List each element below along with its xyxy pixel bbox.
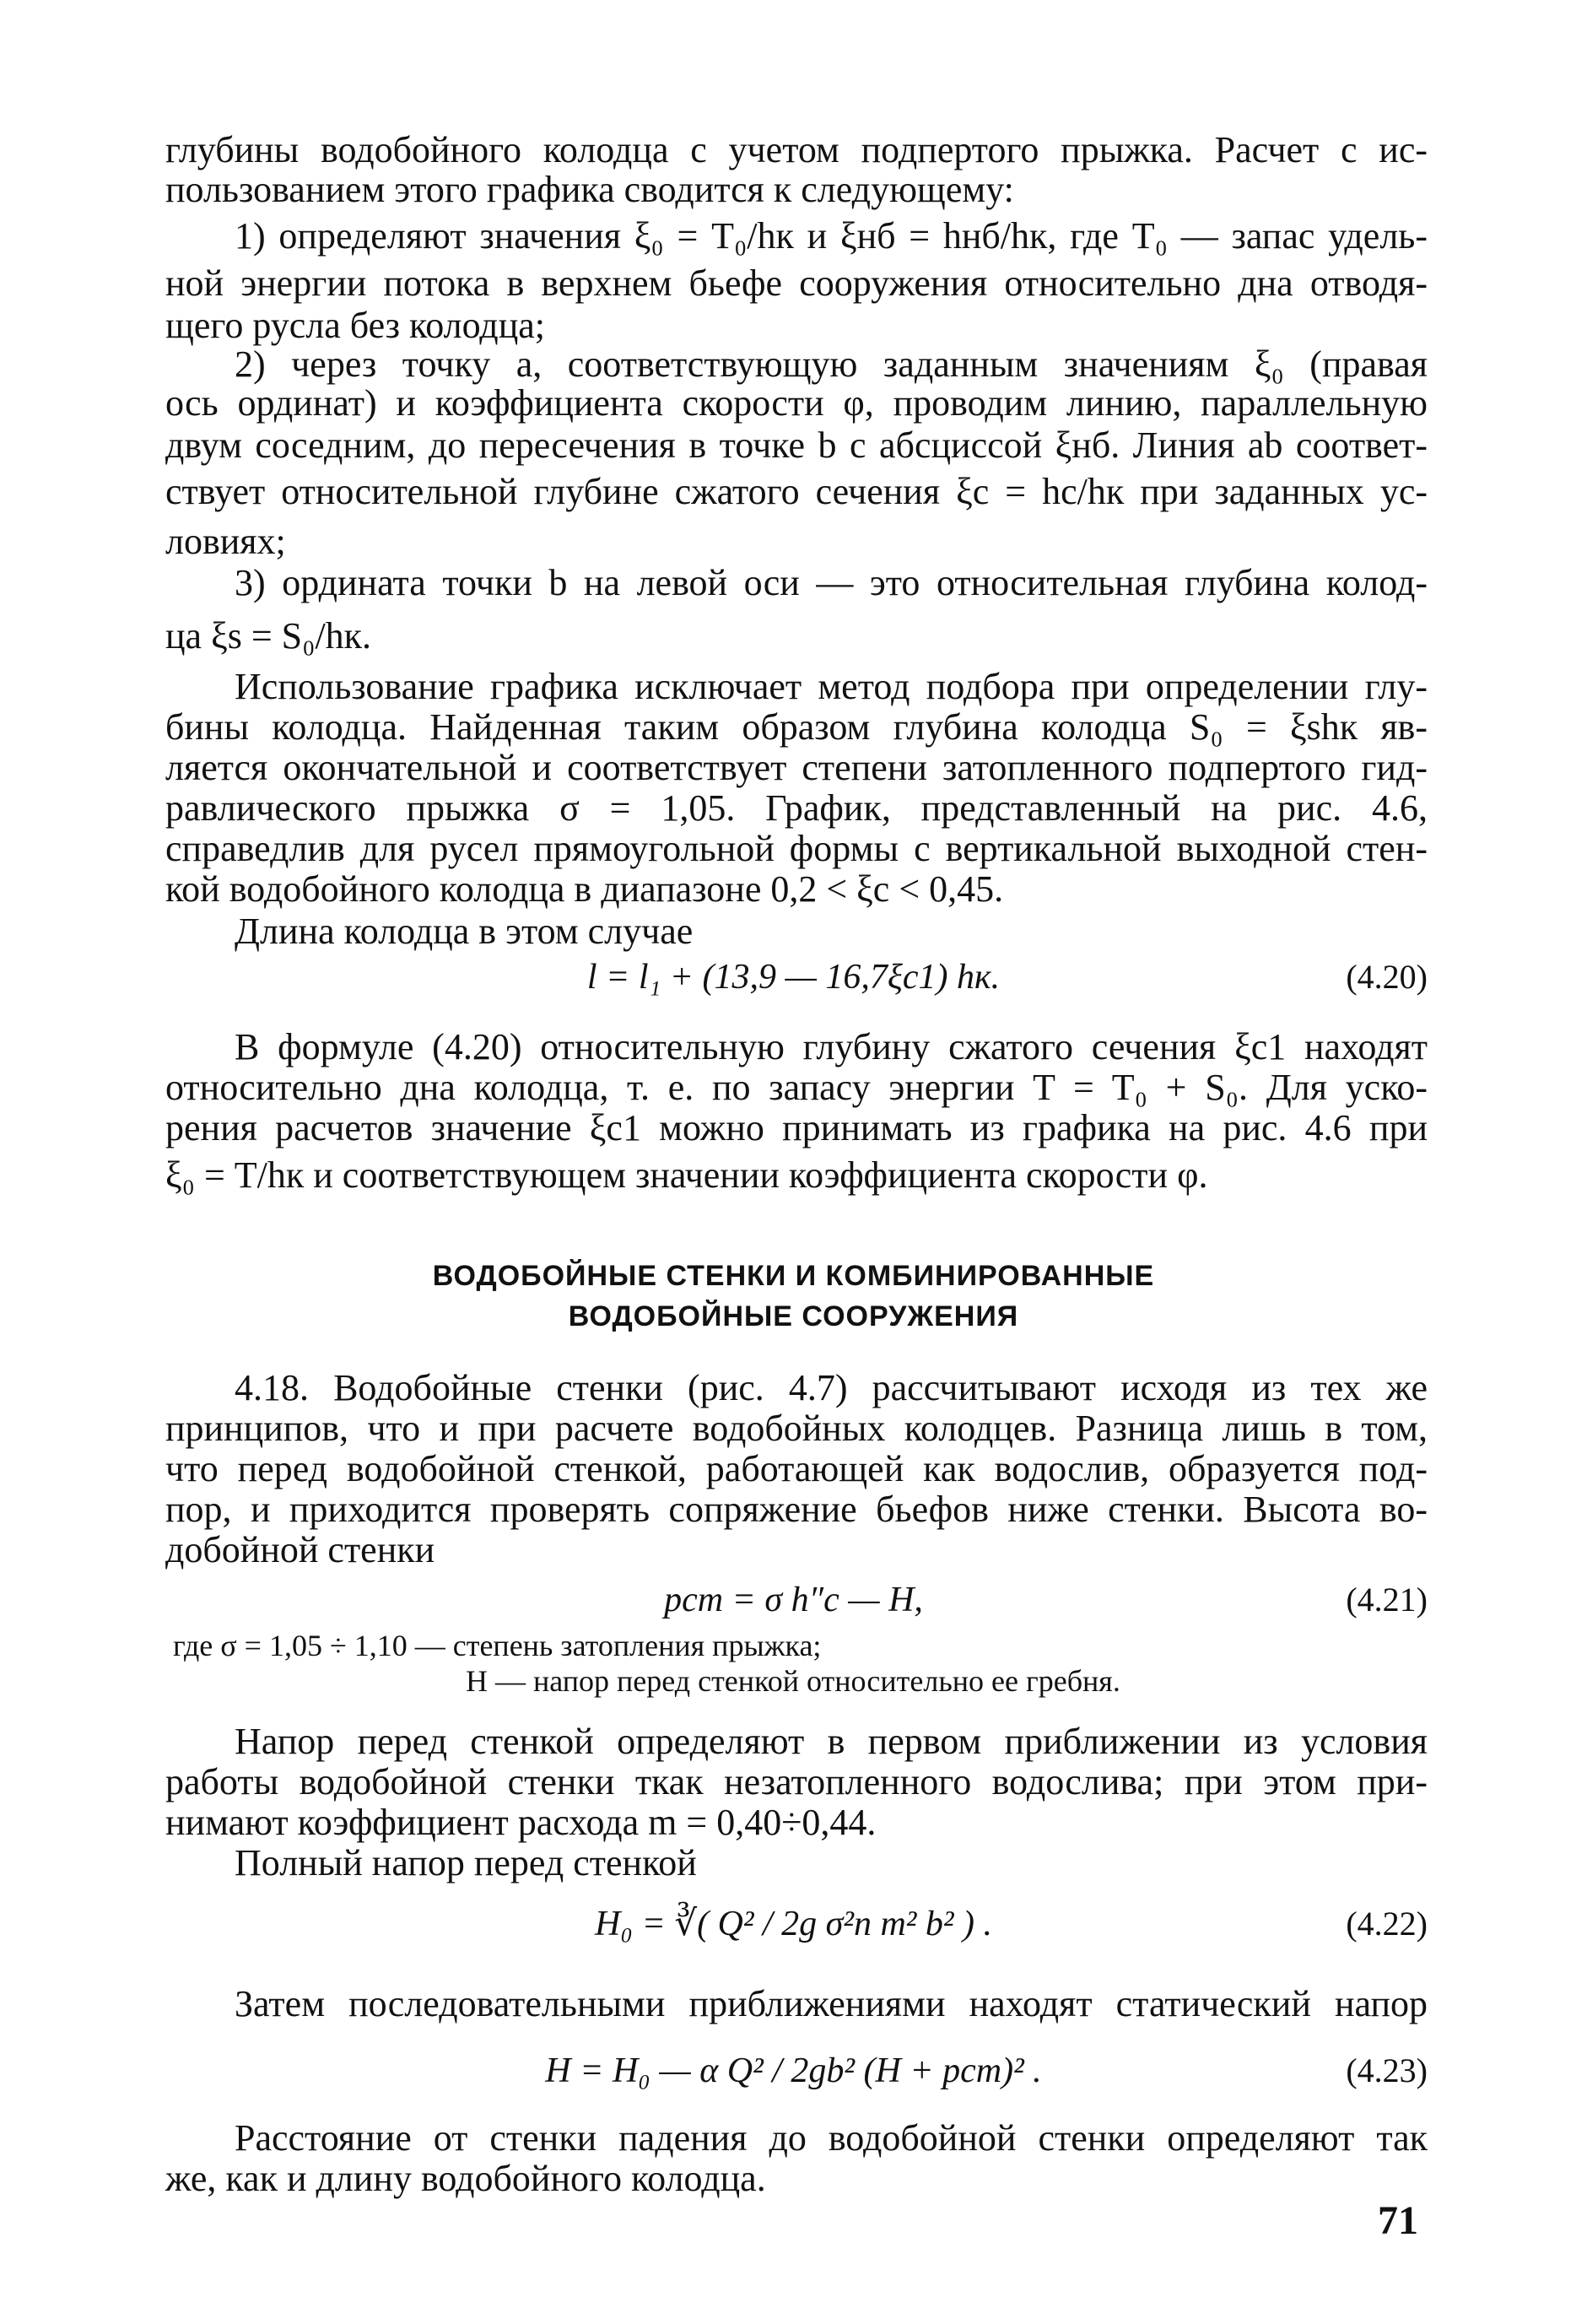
where-line: H — напор перед стенкой относительно ее гребня. bbox=[466, 1664, 1120, 1698]
paragraph-line: В формуле (4.20) относительную глубину сжатого сечения ξс1 находят bbox=[235, 1026, 1428, 1067]
list-item-2-line: ловиях; bbox=[165, 521, 286, 562]
equation-number: (4.22) bbox=[1346, 1905, 1428, 1943]
paragraph-line: Напор перед стенкой определяют в первом приближении из условия bbox=[235, 1721, 1428, 1762]
paragraph-line: кой водобойного колодца в диапазоне 0,2 < ξс < 0,45. bbox=[165, 868, 1004, 910]
section-heading: ВОДОБОЙНЫЕ СТЕНКИ И КОМБИНИРОВАННЫЕ bbox=[432, 1260, 1155, 1292]
paragraph-line: Использование графика исключает метод подбора при определении глу- bbox=[235, 666, 1428, 707]
paragraph-line: Расстояние от стенки падения до водобойной стенки определяют так bbox=[235, 2117, 1428, 2159]
paragraph-line: справедлив для русел прямоугольной формы с вертикальной выходной стен- bbox=[165, 828, 1428, 869]
paragraph-line: нимают коэффициент расхода m = 0,40÷0,44. bbox=[165, 1802, 877, 1843]
equation-4-23: H = H₀ — α Q² / 2gb² (H + pст)² . bbox=[545, 2051, 1042, 2090]
paragraph-line: Длина колодца в этом случае bbox=[235, 911, 694, 952]
section-heading: ВОДОБОЙНЫЕ СООРУЖЕНИЯ bbox=[568, 1300, 1019, 1332]
equation-4-22: H₀ = ∛( Q² / 2g σ²п m² b² ) . bbox=[595, 1905, 992, 1943]
paragraph-line: бины колодца. Найденная таким образом глубина колодца S₀ = ξshк яв- bbox=[165, 706, 1428, 748]
list-item-3-line: 3) ордината точки b на левой оси — это относительная глубина колод- bbox=[235, 562, 1428, 603]
paragraph-line: ляется окончательной и соответствует степени затопленного подпертого гид- bbox=[165, 747, 1428, 788]
list-item-2-line: ось ординат) и коэффициента скорости φ, проводим линию, параллельную bbox=[165, 382, 1428, 424]
list-item-1-line: щего русла без колодца; bbox=[165, 305, 545, 346]
list-item-2-line: 2) через точку a, соответствующую заданным значениям ξ₀ (правая bbox=[235, 343, 1428, 385]
text-line: глубины водобойного колодца с учетом подпертого прыжка. Расчет с ис- bbox=[165, 129, 1428, 170]
list-item-1-line: 1) определяют значения ξ₀ = T₀/hк и ξнб = hнб/hк, где T₀ — запас удель- bbox=[235, 215, 1428, 257]
paragraph-line: пор, и приходится проверять сопряжение бьефов ниже стенки. Высота во- bbox=[165, 1489, 1428, 1530]
paragraph-line: работы водобойной стенки ткак незатопленного водослива; при этом при- bbox=[165, 1761, 1428, 1802]
list-item-2-line: двум соседним, до пересечения в точке b с абсциссой ξнб. Линия ab соответ- bbox=[165, 424, 1428, 466]
paragraph-line: Затем последовательными приближениями находят статический напор bbox=[235, 1983, 1428, 2024]
paragraph-line: равлического прыжка σ = 1,05. График, представленный на рис. 4.6, bbox=[165, 787, 1428, 829]
list-item-3-line: ца ξs = S₀/hк. bbox=[165, 615, 372, 657]
equation-4-20: l = l₁ + (13,9 — 16,7ξс1) hк. bbox=[586, 958, 1001, 997]
where-line: где σ = 1,05 ÷ 1,10 — степень затопления прыжка; bbox=[173, 1629, 822, 1662]
paragraph-line: рения расчетов значение ξс1 можно принимать из графика на рис. 4.6 при bbox=[165, 1107, 1428, 1148]
equation-number: (4.23) bbox=[1346, 2051, 1428, 2089]
equation-number: (4.20) bbox=[1346, 958, 1428, 996]
paragraph-line: же, как и длину водобойного колодца. bbox=[165, 2158, 766, 2199]
paragraph-line: добойной стенки bbox=[165, 1529, 435, 1570]
paragraph-line: Полный напор перед стенкой bbox=[235, 1842, 697, 1884]
paragraph-line: относительно дна колодца, т. е. по запасу энергии T = T₀ + S₀. Для уско- bbox=[165, 1067, 1428, 1108]
paragraph-line: принципов, что и при расчете водобойных колодцев. Разница лишь в том, bbox=[165, 1408, 1428, 1449]
paragraph-line: 4.18. Водобойные стенки (рис. 4.7) рассчитывают исходя из тех же bbox=[235, 1367, 1428, 1408]
paragraph-line: что перед водобойной стенкой, работающей как водослив, образуется под- bbox=[165, 1448, 1428, 1489]
equation-4-21: pст = σ h″с — H, bbox=[664, 1581, 923, 1619]
paragraph-line: ξ₀ = T/hк и соответствующем значении коэффициента скорости φ. bbox=[165, 1154, 1208, 1196]
page-number: 71 bbox=[1378, 2198, 1418, 2243]
text-line: пользованием этого графика сводится к следующему: bbox=[165, 169, 1014, 210]
list-item-2-line: ствует относительной глубине сжатого сечения ξс = hс/hк при заданных ус- bbox=[165, 471, 1428, 512]
list-item-1-line: ной энергии потока в верхнем бьефе сооружения относительно дна отводя- bbox=[165, 262, 1428, 304]
equation-number: (4.21) bbox=[1346, 1581, 1428, 1619]
